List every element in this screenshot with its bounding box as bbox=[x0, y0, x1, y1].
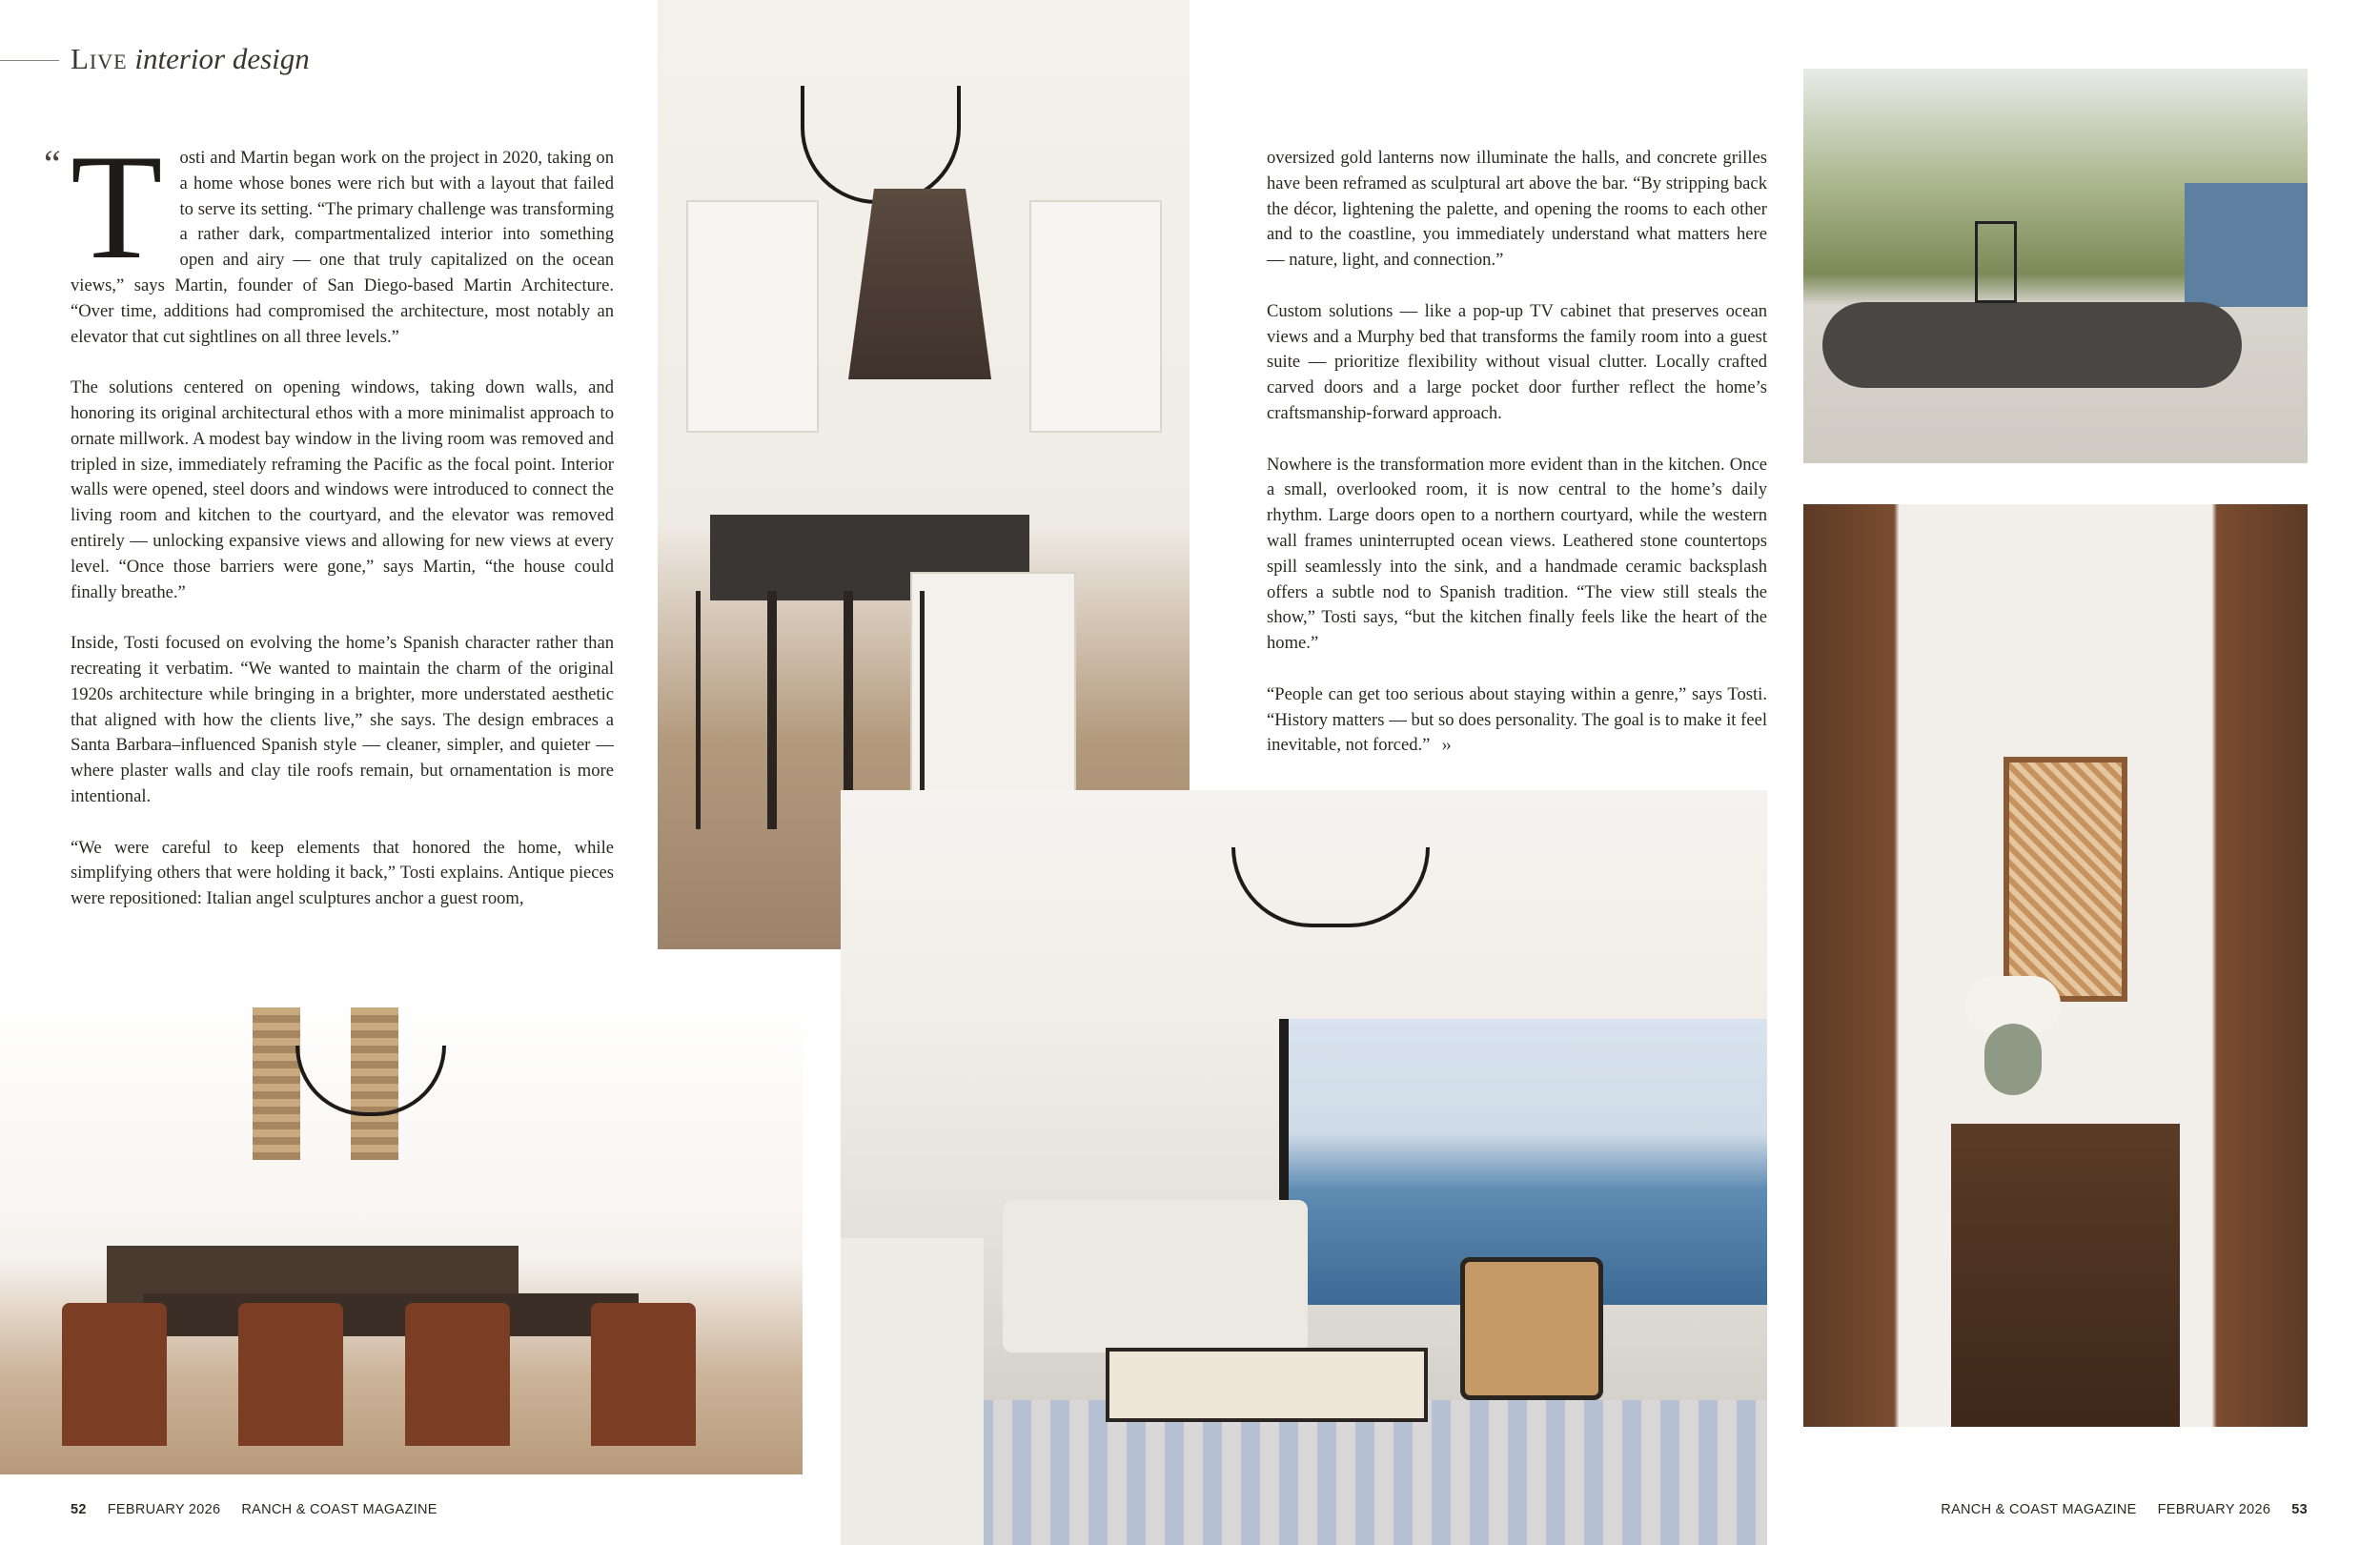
carved-door-photo bbox=[1803, 504, 2308, 1427]
chandelier bbox=[801, 86, 961, 204]
paragraph-2: The solutions centered on opening windows, taking down walls, and honoring its original architectural ethos with a more minimalist approach to ornate millwork. A modest bay window in the living room was removed and tripled in size, immediately reframing the Pacific as the focal point. Interior walls were opened, steel doors and windows were introduced to connect the living room and kitchen to the courtyard, and the elevator was removed entirely — unlocking expansive views and allowing for new views at every level. “Once those barriers were gone,” says Martin, “the house could finally breathe.” bbox=[71, 377, 614, 602]
paragraph-7: Nowhere is the transformation more evident than in the kitchen. Once a small, overlooked room, it is now central to the home’s daily rhythm. Large doors open to a northern courtyard, while the western wall frames uninterrupted ocean views. Leathered stone countertops spill seamlessly into the sink, and a handmade ceramic backsplash offers a subtle nod to Spanish tradition. “The view still steals the show,” Tosti says, “but the kitchen finally feels like the heart of the home.” bbox=[1267, 454, 1767, 654]
paragraph-4: “We were careful to keep elements that honored the home, while simplifying others that were holding it back,” Tosti explains. Antique pieces were repositioned: Italian angel sculptures anchor a guest room, bbox=[71, 837, 614, 909]
upper-cabinet-right bbox=[1029, 200, 1162, 433]
paragraph-8: “People can get too serious about staying within a genre,” says Tosti. “History matters — but so does personality. The goal is to make it feel inevitable, not forced.” bbox=[1267, 683, 1767, 756]
issue-date: FEBRUARY 2026 bbox=[107, 1502, 221, 1517]
magazine-name: RANCH & COAST MAGAZINE bbox=[241, 1502, 437, 1517]
magazine-name: RANCH & COAST MAGAZINE bbox=[1941, 1502, 2137, 1517]
paragraph-5: oversized gold lanterns now illuminate the halls, and concrete grilles have been reframed as sculptural art above the bar. “By stripping back the décor, lightening the palette, and opening the rooms to each other and to the coastline, you immediately understand what matters here — nature, light, and connection.” bbox=[1267, 148, 1767, 271]
living-room-photo bbox=[841, 790, 1767, 1545]
footer-right bbox=[1941, 1502, 2308, 1517]
coffee-table bbox=[1106, 1348, 1428, 1422]
category-label: interior design bbox=[134, 42, 310, 75]
paragraph-3: Inside, Tosti focused on evolving the home’s Spanish character rather than recreating it verbatim. “We wanted to maintain the charm of the original 1920s architecture while bringing in a brighter, more understated aesthetic that aligned with how the clients live,” she says. The design embraces a Santa Barbara–influenced Spanish style — cleaner, simpler, and quieter — where plaster walls and clay tile roofs remain, but ornamentation is more intentional. bbox=[71, 633, 614, 806]
page-number: 53 bbox=[2291, 1502, 2308, 1517]
leather-chair bbox=[62, 1303, 167, 1446]
section-label: Live bbox=[71, 42, 128, 75]
section-header bbox=[71, 42, 310, 76]
wood-cabinet bbox=[1951, 1124, 2180, 1427]
bar-stool bbox=[696, 591, 772, 829]
terrace-photo bbox=[1803, 69, 2308, 463]
vase bbox=[1984, 1024, 2042, 1095]
chandelier bbox=[1231, 847, 1430, 927]
article-right-column bbox=[1267, 146, 1767, 759]
range-hood bbox=[848, 189, 991, 379]
opening-quote-mark: “ bbox=[44, 142, 61, 185]
bar-stool bbox=[772, 591, 848, 829]
carved-panel bbox=[253, 1007, 300, 1160]
drop-cap: T bbox=[71, 124, 163, 291]
lantern bbox=[1975, 221, 2017, 303]
article-lead bbox=[71, 124, 614, 912]
cane-armchair bbox=[1460, 1257, 1603, 1400]
page-number: 52 bbox=[71, 1502, 87, 1517]
footer-left bbox=[71, 1502, 437, 1517]
header-rule bbox=[0, 60, 59, 61]
sofa bbox=[1003, 1200, 1308, 1352]
outdoor-table bbox=[1822, 302, 2242, 388]
chandelier bbox=[295, 1046, 446, 1116]
leather-chair bbox=[591, 1303, 696, 1446]
leather-chair bbox=[238, 1303, 343, 1446]
dining-table bbox=[143, 1293, 639, 1336]
dining-room-photo bbox=[0, 988, 803, 1474]
end-mark: ›› bbox=[1441, 735, 1450, 756]
paragraph-6: Custom solutions — like a pop-up TV cabinet that preserves ocean views and a Murphy bed that transforms the family room into a guest suite — prioritize flexibility without visual clutter. Locally crafted carved doors and a large pocket door further reflect the home’s craftsmanship-forward approach. bbox=[1267, 300, 1767, 423]
sofa bbox=[841, 1238, 984, 1545]
issue-date: FEBRUARY 2026 bbox=[2157, 1502, 2271, 1517]
upper-cabinet-left bbox=[686, 200, 819, 433]
paragraph-1: osti and Martin began work on the project in 2020, taking on a home whose bones were rich but with a layout that failed to serve its setting. “The primary challenge was transforming a rather dark, compartmentalized interior into something open and airy — one that truly capitalized on the ocean views,” says Martin, founder of San Diego-based Martin Architecture. “Over time, additions had compromised the architecture, most notably an elevator that cut sightlines on all three levels.” bbox=[71, 148, 614, 347]
lattice-window bbox=[2004, 757, 2127, 1002]
leather-chair bbox=[405, 1303, 510, 1446]
ocean bbox=[2185, 183, 2308, 307]
